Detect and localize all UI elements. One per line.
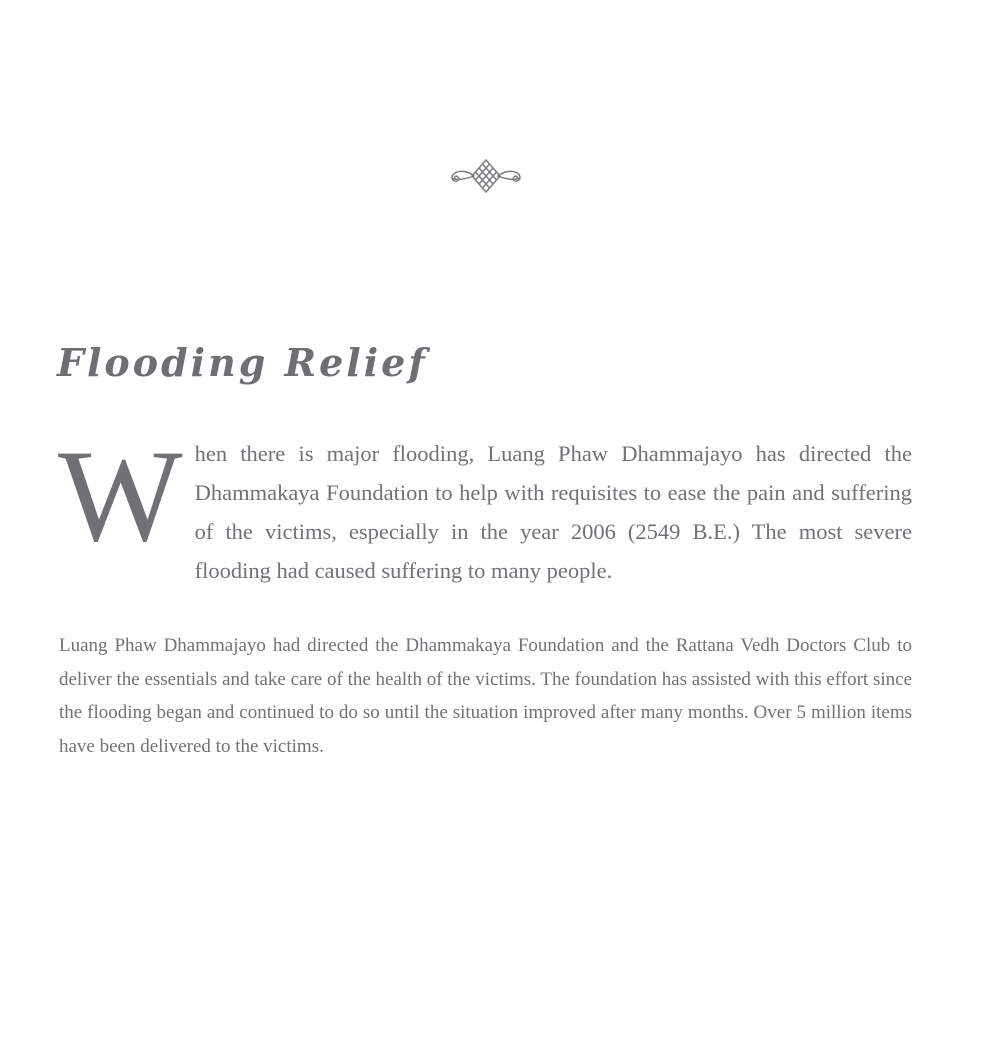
lead-text: hen there is major flooding, Luang Phaw Dhammajayo has directed the Dhammakaya Foundation to help with requisites to ease the pain and suffering of the victims, especially in the year 2006 (2549 B.E.) The most severe flooding had caused suffering to many people. — [194, 441, 912, 583]
lead-paragraph — [58, 422, 912, 590]
drop-cap: W — [58, 422, 183, 569]
ornament-graphic — [446, 154, 526, 198]
body-paragraph: Luang Phaw Dhammajayo had directed the Dhammakaya Foundation and the Rattana Vedh Doctors Club to deliver the essentials and take care of the health of the victims. The foundation has assisted with this effort since the flooding began and continued to do so until the situation improved after many months. Over 5 million items have been delivered to the victims. — [59, 635, 912, 757]
page-title: Flooding Relief — [57, 340, 428, 385]
endless-knot-ornament-icon — [446, 154, 526, 198]
